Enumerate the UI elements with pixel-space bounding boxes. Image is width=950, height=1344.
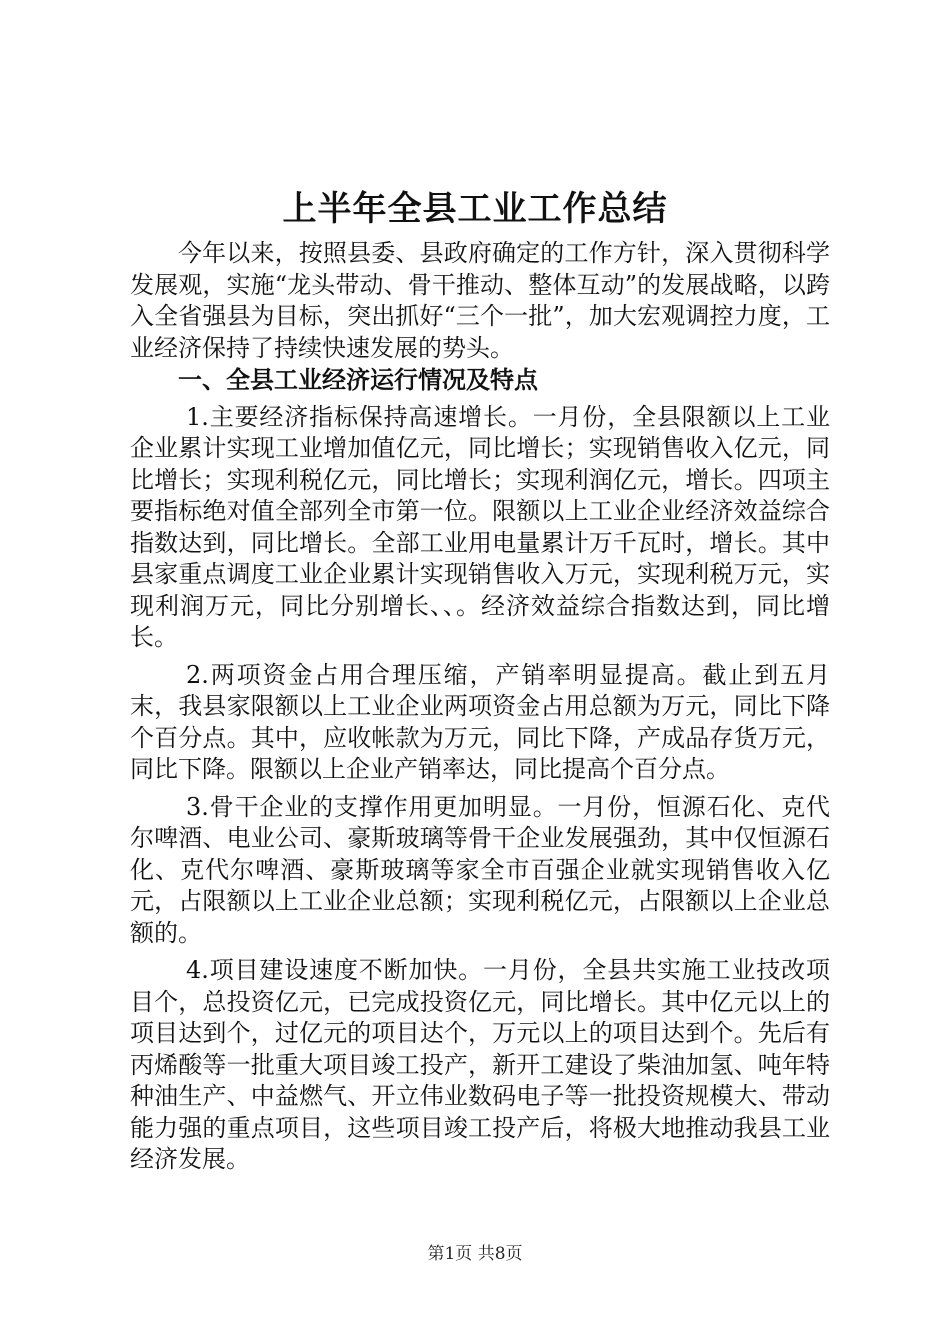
paragraph-item-3: 3.骨干企业的支撑作用更加明显。一月份，恒源石化、克代尔啤酒、电业公司、豪斯玻璃等骨干企业发展强劲，其中仅恒源石化、克代尔啤酒、豪斯玻璃等家全市百强企业就实现销售收入亿元，占限额以上工业企业总额；实现利税亿元，占限额以上企业总额的。: [130, 792, 830, 947]
paragraph-item-4: 4.项目建设速度不断加快。一月份，全县共实施工业技改项目个，总投资亿元，已完成投资亿元，同比增长。其中亿元以上的项目达到个，过亿元的项目达个，万元以上的项目达到个。先后有丙烯酸等一批重大项目竣工投产，新开工建设了柴油加氢、吨年特种油生产、中益燃气、开立伟业数码电子等一批投资规模大、带动能力强的重点项目，这些项目竣工投产后，将极大地推动我县工业经济发展。: [130, 956, 830, 1173]
page-number-footer: 第1页 共8页: [427, 1244, 523, 1264]
section-heading: 一、全县工业经济运行情况及特点: [178, 365, 538, 394]
paragraph-item-1: 1.主要经济指标保持高速增长。一月份，全县限额以上工业企业累计实现工业增加值亿元，同比增长；实现销售收入亿元，同比增长；实现利税亿元，同比增长；实现利润亿元，增长。四项主要指标绝对值全部列全市第一位。限额以上工业企业经济效益综合指数达到，同比增长。全部工业用电量累计万千瓦时，增长。其中县家重点调度工业企业累计实现销售收入万元，实现利税万元，实现利润万元，同比分别增长、、。经济效益综合指数达到，同比增长。: [130, 402, 830, 651]
document-title: 上半年全县工业工作总结: [282, 189, 668, 229]
document-body: [130, 238, 830, 1176]
paragraph-item-2: 2.两项资金占用合理压缩，产销率明显提高。截止到五月末，我县家限额以上工业企业两项资金占用总额为万元，同比下降个百分点。其中，应收帐款为万元，同比下降，产成品存货万元，同比下降。限额以上企业产销率达，同比提高个百分点。: [130, 660, 830, 783]
intro-paragraph: 今年以来，按照县委、县政府确定的工作方针，深入贯彻科学发展观，实施“龙头带动、骨干推动、整体互动”的发展战略，以跨入全省强县为目标，突出抓好“三个一批”，加大宏观调控力度，工业经济保持了持续快速发展的势头。: [130, 239, 830, 362]
